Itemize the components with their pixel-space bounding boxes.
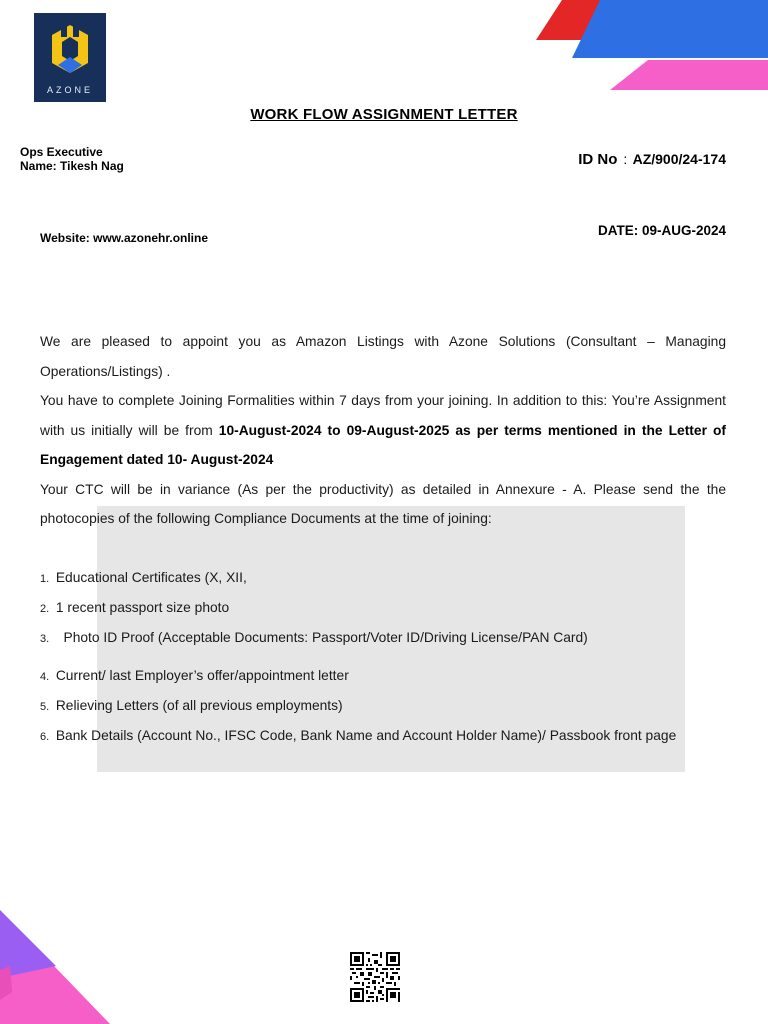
list-number: 4. [40,671,50,683]
company-logo [34,13,106,102]
id-number [578,151,726,168]
list-number: 5. [40,701,50,713]
list-item [40,600,229,615]
list-item [40,570,247,585]
list-text: Photo ID Proof (Acceptable Documents: Passport/Voter ID/Driving License/PAN Card) [63,630,588,645]
list-number: 3. [40,633,50,645]
website-text: Website: www.azonehr.online [40,231,209,245]
list-item [40,630,588,645]
letter-body [40,327,726,534]
list-number: 2. [40,603,50,615]
list-number: 6. [40,731,50,743]
list-text: Bank Details (Account No., IFSC Code, Bank Name and Account Holder Name)/ Passbook front page [55,728,677,743]
list-item [40,728,676,743]
id-label: ID No [578,151,618,168]
role-text: Ops Executive [20,145,103,159]
qr-code-icon [350,952,400,1002]
bottom-left-decoration [0,910,112,1024]
paragraph-ctc: Your CTC will be in variance (As per the productivity) as detailed in Annexure - A. Please send the the photocopies of the following Compliance Documents at the time of joining: [40,481,726,526]
paragraph-assignment [40,386,726,475]
list-text: Educational Certificates (X, XII, [55,570,247,585]
list-item [40,698,343,713]
logo-text: AZONE [46,85,93,95]
list-number: 1. [40,573,50,585]
id-value: AZ/900/24-174 [632,151,726,167]
paragraph-appointment: We are pleased to appoint you as Amazon Listings with Azone Solutions (Consultant – Managing Operations/Listings) . [40,334,726,379]
letter-date: DATE: 09-AUG-2024 [597,223,726,238]
assignment-period: 10-August-2024 to 09-August-2025 as per terms mentioned in the Letter of Engagement dated 10- August-2024 [40,422,726,467]
list-text: Relieving Letters (of all previous employments) [55,698,343,713]
list-item [40,668,349,683]
assignment-text: You have to complete Joining Formalities within 7 days from your joining. In addition to this: You’re Assignment with us initially will be from [40,393,726,438]
recipient-name: Name: Tikesh Nag [20,159,124,173]
logo-mark-icon [48,23,92,81]
letter-title: WORK FLOW ASSIGNMENT LETTER [250,106,518,123]
top-right-decoration [530,0,768,92]
id-separator: : [623,151,628,167]
list-text: Current/ last Employer’s offer/appointment letter [55,668,349,683]
list-text: 1 recent passport size photo [55,600,230,615]
